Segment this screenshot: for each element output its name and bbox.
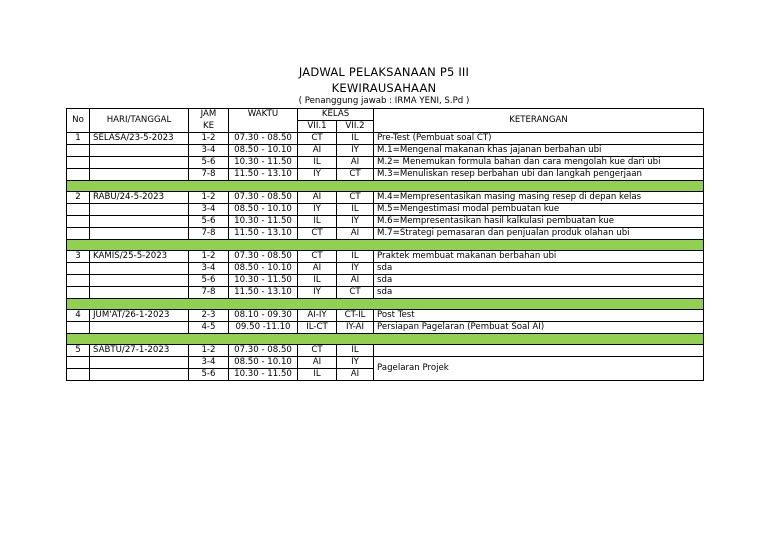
row-jam: 5-6 [189, 275, 229, 287]
row-waktu: 11.50 - 13.10 [229, 169, 298, 181]
row-jam: 1-2 [189, 192, 229, 204]
row-jam: 1-2 [189, 345, 229, 357]
row-kelas-b: CT-IL [337, 310, 374, 322]
row-waktu: 11.50 - 13.10 [229, 228, 298, 240]
responsible-person: ( Penanggung jawab : IRMA YENI, S.Pd ) [298, 96, 470, 106]
row-day-blank [90, 287, 189, 299]
table-row [67, 192, 704, 204]
table-row [67, 263, 704, 275]
row-waktu: 10.30 - 11.50 [229, 216, 298, 228]
separator-cell [67, 299, 704, 310]
row-waktu: 08.50 - 10.10 [229, 145, 298, 157]
table-row [67, 204, 704, 216]
row-day-blank [90, 145, 189, 157]
row-keterangan: Pre-Test (Pembuat soal CT) [374, 133, 704, 145]
row-kelas-a: IY [298, 287, 337, 299]
row-kelas-a: CT [298, 133, 337, 145]
row-keterangan [374, 345, 704, 357]
row-kelas-b: IY [337, 357, 374, 369]
row-jam: 7-8 [189, 287, 229, 299]
header-kelas: KELAS [298, 109, 374, 121]
row-kelas-b: IY [337, 145, 374, 157]
row-kelas-b: CT [337, 169, 374, 181]
header-jam-ke: KE [189, 121, 229, 133]
row-kelas-a: IL [298, 369, 337, 381]
row-kelas-b: IL [337, 251, 374, 263]
table-row [67, 145, 704, 157]
row-jam: 5-6 [189, 369, 229, 381]
row-jam: 4-5 [189, 322, 229, 334]
row-kelas-b: IL [337, 345, 374, 357]
row-kelas-a: CT [298, 345, 337, 357]
table-row [67, 287, 704, 299]
row-day: KAMIS/25-5-2023 [90, 251, 189, 263]
row-keterangan: M.2= Menemukan formula bahan dan cara mengolah kue dari ubi [374, 157, 704, 169]
row-day-blank [90, 216, 189, 228]
row-keterangan: M.3=Menuliskan resep berbahan ubi dan langkah pengerjaan [374, 169, 704, 181]
schedule-table [66, 108, 704, 381]
separator-row [67, 334, 704, 345]
row-kelas-a: IY [298, 204, 337, 216]
row-keterangan: M.5=Mengestimasi modal pembuatan kue [374, 204, 704, 216]
table-row [67, 310, 704, 322]
row-no: 2 [67, 192, 90, 204]
row-waktu: 07.30 - 08.50 [229, 133, 298, 145]
row-keterangan: Post Test [374, 310, 704, 322]
row-kelas-b: IY [337, 263, 374, 275]
separator-row [67, 240, 704, 251]
row-day: SELASA/23-5-2023 [90, 133, 189, 145]
row-kelas-b: AI [337, 275, 374, 287]
row-keterangan-merged: Pagelaran Projek [374, 357, 704, 381]
row-kelas-b: IY [337, 216, 374, 228]
schedule-body [67, 133, 704, 381]
row-no: 3 [67, 251, 90, 263]
row-keterangan: M.4=Mempresentasikan masing masing resep di depan kelas [374, 192, 704, 204]
separator-cell [67, 334, 704, 345]
row-kelas-b: CT [337, 192, 374, 204]
row-waktu: 08.50 - 10.10 [229, 357, 298, 369]
row-kelas-b: AI [337, 157, 374, 169]
row-day-blank [90, 204, 189, 216]
table-row [67, 251, 704, 263]
row-no-blank [67, 369, 90, 381]
row-jam: 3-4 [189, 263, 229, 275]
row-no: 5 [67, 345, 90, 357]
separator-row [67, 299, 704, 310]
row-no-blank [67, 145, 90, 157]
row-day: SABTU/27-1-2023 [90, 345, 189, 357]
row-day-blank [90, 169, 189, 181]
row-no-blank [67, 263, 90, 275]
table-row [67, 133, 704, 145]
row-waktu: 10.30 - 11.50 [229, 275, 298, 287]
row-kelas-a: AI [298, 145, 337, 157]
row-jam: 1-2 [189, 251, 229, 263]
header-kelas-b: VII.2 [337, 121, 374, 133]
row-keterangan: Praktek membuat makanan berbahan ubi [374, 251, 704, 263]
row-keterangan: sda [374, 287, 704, 299]
header-waktu-blank [229, 121, 298, 133]
row-waktu: 10.30 - 11.50 [229, 369, 298, 381]
header-jam: JAM [189, 109, 229, 121]
row-keterangan: Persiapan Pagelaran (Pembuat Soal AI) [374, 322, 704, 334]
row-jam: 3-4 [189, 204, 229, 216]
row-waktu: 09.50 -11.10 [229, 322, 298, 334]
row-no: 1 [67, 133, 90, 145]
row-keterangan: sda [374, 275, 704, 287]
row-kelas-a: AI [298, 263, 337, 275]
row-kelas-a: AI [298, 192, 337, 204]
row-no-blank [67, 157, 90, 169]
row-day-blank [90, 322, 189, 334]
row-kelas-a: CT [298, 251, 337, 263]
row-no-blank [67, 322, 90, 334]
row-kelas-a: IL-CT [298, 322, 337, 334]
row-waktu: 07.30 - 08.50 [229, 251, 298, 263]
row-day-blank [90, 228, 189, 240]
table-row [67, 157, 704, 169]
row-jam: 7-8 [189, 228, 229, 240]
row-keterangan: M.6=Mempresentasikan hasil kalkulasi pembuatan kue [374, 216, 704, 228]
row-jam: 3-4 [189, 357, 229, 369]
row-no-blank [67, 216, 90, 228]
row-waktu: 08.10 - 09.30 [229, 310, 298, 322]
table-row [67, 169, 704, 181]
table-row [67, 357, 704, 369]
row-waktu: 07.30 - 08.50 [229, 345, 298, 357]
row-jam: 3-4 [189, 145, 229, 157]
table-row [67, 322, 704, 334]
row-waktu: 07.30 - 08.50 [229, 192, 298, 204]
header-day: HARI/TANGGAL [90, 109, 189, 133]
row-jam: 2-3 [189, 310, 229, 322]
row-jam: 5-6 [189, 157, 229, 169]
table-row [67, 216, 704, 228]
row-kelas-a: IL [298, 216, 337, 228]
row-kelas-a: IY [298, 169, 337, 181]
row-keterangan: M.1=Mengenal makanan khas jajanan berbahan ubi [374, 145, 704, 157]
title-block [0, 64, 768, 107]
row-kelas-a: IL [298, 157, 337, 169]
row-day-blank [90, 275, 189, 287]
row-waktu: 11.50 - 13.10 [229, 287, 298, 299]
table-row [67, 275, 704, 287]
row-day-blank [90, 157, 189, 169]
row-keterangan: sda [374, 263, 704, 275]
row-no: 4 [67, 310, 90, 322]
row-kelas-a: IL [298, 275, 337, 287]
separator-row [67, 181, 704, 192]
header-keterangan: KETERANGAN [374, 109, 704, 133]
row-kelas-a: AI [298, 357, 337, 369]
row-day: RABU/24-5-2023 [90, 192, 189, 204]
subject-title: KEWIRAUSAHAAN [331, 81, 437, 95]
row-no-blank [67, 275, 90, 287]
row-kelas-b: AI [337, 369, 374, 381]
row-waktu: 08.50 - 10.10 [229, 204, 298, 216]
separator-cell [67, 181, 704, 192]
row-no-blank [67, 169, 90, 181]
header-no: No [67, 109, 90, 133]
row-day-blank [90, 369, 189, 381]
row-waktu: 10.30 - 11.50 [229, 157, 298, 169]
row-kelas-b: AI [337, 228, 374, 240]
row-jam: 7-8 [189, 169, 229, 181]
row-day-blank [90, 357, 189, 369]
row-kelas-a: CT [298, 228, 337, 240]
row-kelas-b: IY-AI [337, 322, 374, 334]
row-keterangan: M.7=Strategi pemasaran dan penjualan produk olahan ubi [374, 228, 704, 240]
row-no-blank [67, 357, 90, 369]
row-no-blank [67, 287, 90, 299]
header-waktu: WAKTU [229, 109, 298, 121]
table-row [67, 228, 704, 240]
row-kelas-a: AI-IY [298, 310, 337, 322]
row-kelas-b: IL [337, 204, 374, 216]
row-kelas-b: CT [337, 287, 374, 299]
document-title: JADWAL PELAKSANAAN P5 III [298, 65, 470, 79]
row-jam: 1-2 [189, 133, 229, 145]
row-waktu: 08.50 - 10.10 [229, 263, 298, 275]
table-row [67, 345, 704, 357]
row-no-blank [67, 204, 90, 216]
row-jam: 5-6 [189, 216, 229, 228]
row-kelas-b: IL [337, 133, 374, 145]
separator-cell [67, 240, 704, 251]
row-day: JUM'AT/26-1-2023 [90, 310, 189, 322]
row-day-blank [90, 263, 189, 275]
header-kelas-a: VII.1 [298, 121, 337, 133]
row-no-blank [67, 228, 90, 240]
